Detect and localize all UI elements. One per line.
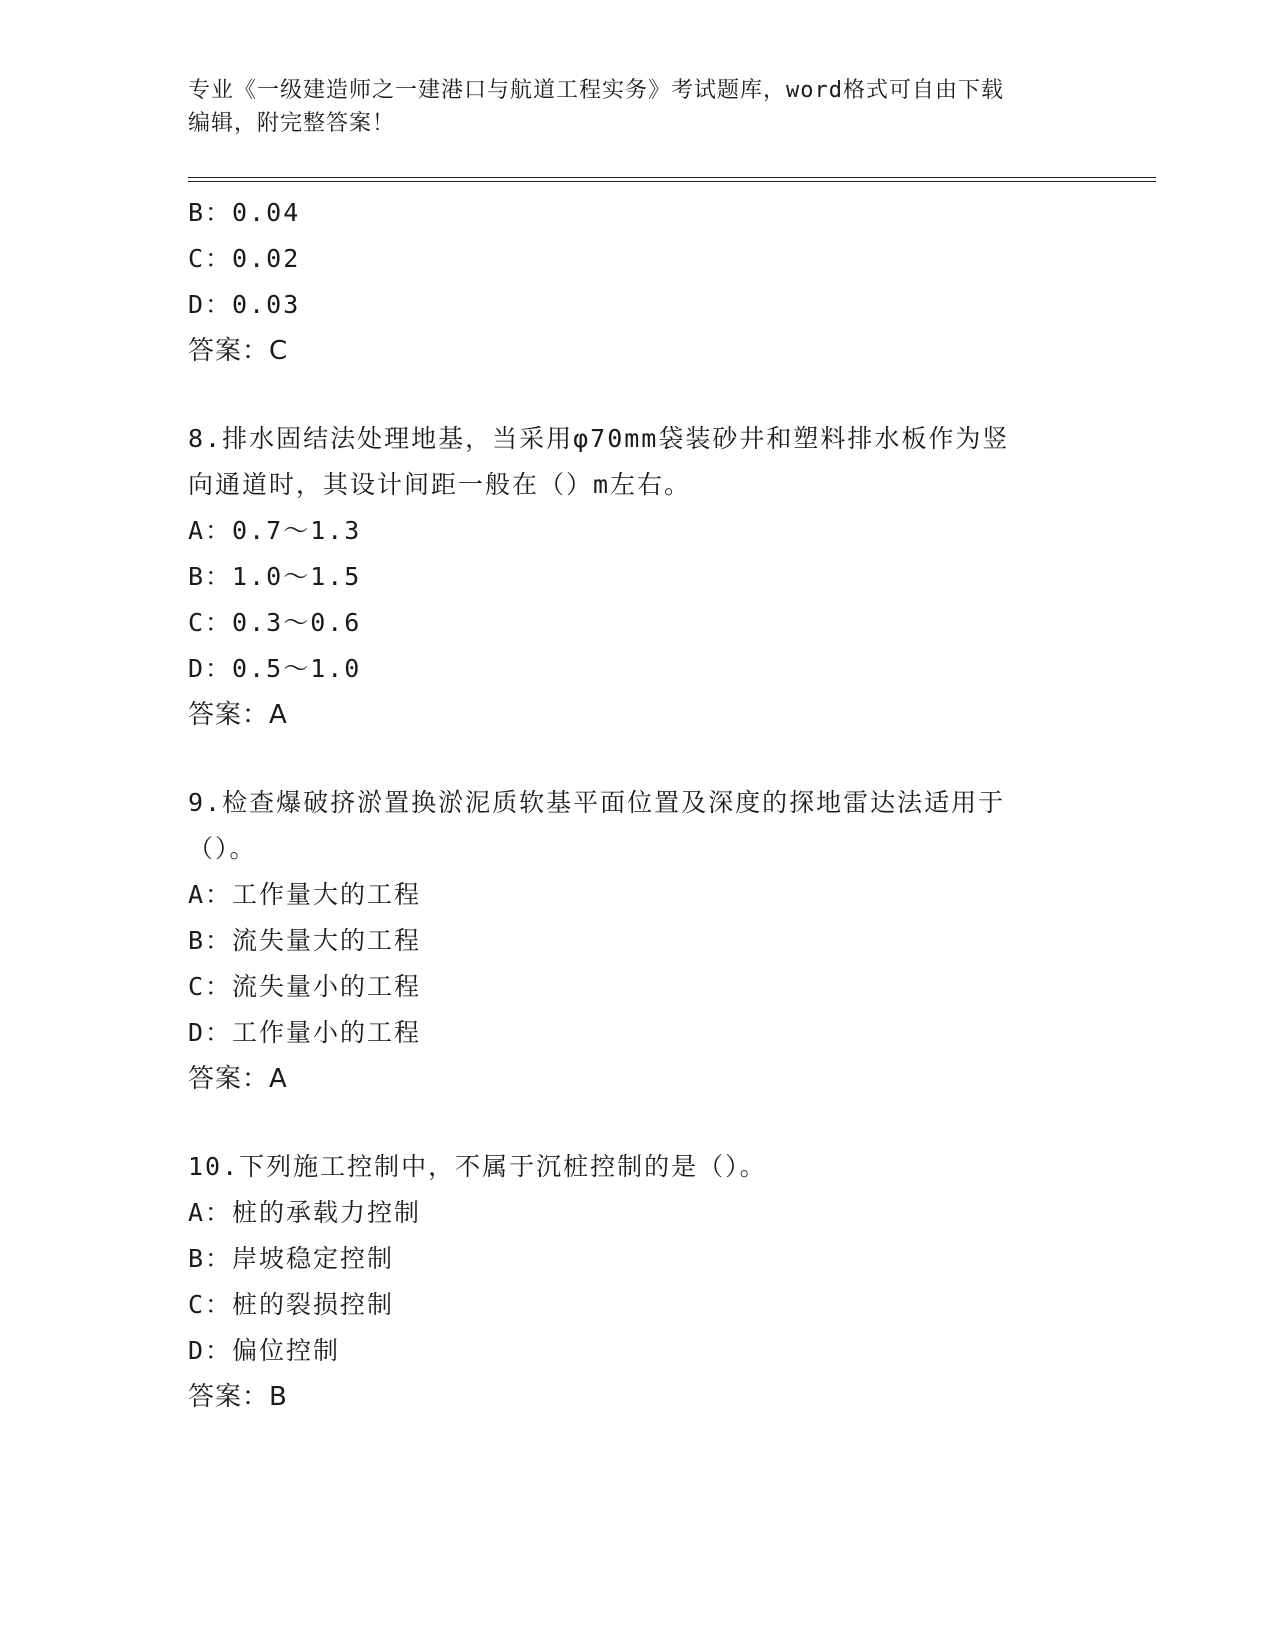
document-header (188, 74, 1088, 140)
prev-question-block (188, 190, 1088, 374)
question-stem-line: 9.检查爆破挤淤置换淤泥质软基平面位置及深度的探地雷达法适用于 (188, 788, 1006, 817)
option-c: C：0.3～0.6 (188, 608, 362, 637)
option-b: B：0.04 (188, 198, 301, 227)
header-line-2: 编辑，附完整答案！ (188, 111, 396, 136)
answer-line: 答案：A (188, 700, 288, 730)
header-divider (188, 177, 1156, 182)
answer-line: 答案：A (188, 1064, 288, 1094)
option-c: C：桩的裂损控制 (188, 1290, 395, 1319)
header-line-1: 专业《一级建造师之一建港口与航道工程实务》考试题库，word格式可自由下载 (188, 78, 1004, 103)
option-d: D：工作量小的工程 (188, 1018, 422, 1047)
option-c: C：0.02 (188, 244, 301, 273)
question-stem-line: 向通道时，其设计间距一般在（）m左右。 (188, 470, 692, 499)
question-stem-line: （）。 (188, 834, 257, 863)
question-stem-line: 10.下列施工控制中，不属于沉桩控制的是（）。 (188, 1152, 767, 1181)
option-d: D：0.03 (188, 290, 301, 319)
option-c: C：流失量小的工程 (188, 972, 422, 1001)
answer-line: 答案：C (188, 336, 289, 366)
option-a: A：0.7～1.3 (188, 516, 362, 545)
option-b: B：岸坡稳定控制 (188, 1244, 395, 1273)
answer-line: 答案：B (188, 1382, 288, 1412)
question-block-9 (188, 780, 1088, 1102)
option-d: D：偏位控制 (188, 1336, 341, 1365)
question-block-10 (188, 1144, 1088, 1420)
option-a: A：桩的承载力控制 (188, 1198, 422, 1227)
option-b: B：流失量大的工程 (188, 926, 422, 955)
question-stem-line: 8.排水固结法处理地基，当采用φ70mm袋装砂井和塑料排水板作为竖 (188, 424, 1010, 453)
question-block-8 (188, 416, 1088, 738)
option-b: B：1.0～1.5 (188, 562, 362, 591)
option-d: D：0.5～1.0 (188, 654, 362, 683)
question-content (188, 190, 1088, 1420)
option-a: A：工作量大的工程 (188, 880, 422, 909)
